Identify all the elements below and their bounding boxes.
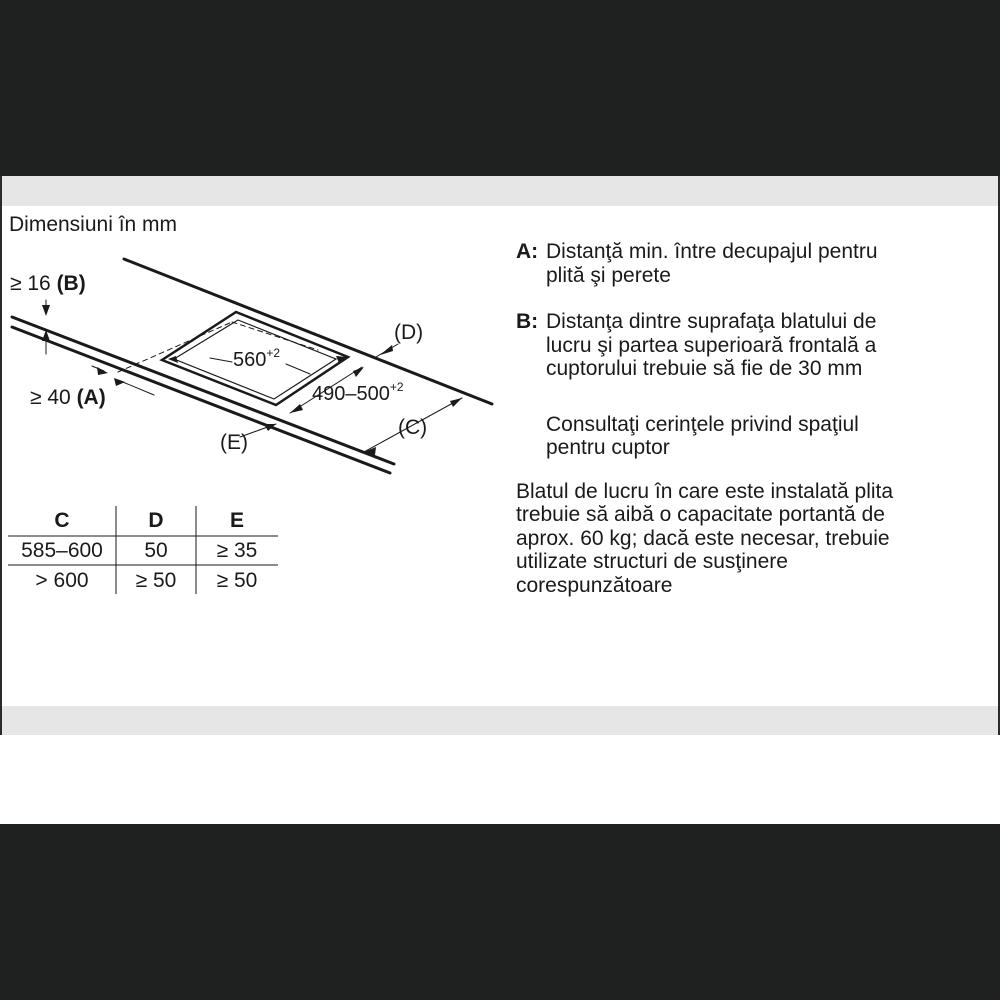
note-b-key: B:: [516, 310, 539, 333]
label-d: (D): [394, 321, 424, 344]
bottom-dark-band: [0, 824, 1000, 1000]
arrow-b-top: [42, 305, 50, 316]
note-b: [516, 310, 956, 381]
table-header-d: D: [148, 509, 164, 532]
note-oven: Consultaţi cerinţele privind spaţiul pentru cuptor: [546, 412, 859, 459]
note-a: [516, 240, 956, 287]
label-b-value: ≥ 16 (B): [10, 272, 86, 295]
table-cell: ≥ 35: [216, 539, 258, 562]
arrow-a-right: [97, 367, 108, 375]
dimensions-table: [0, 500, 290, 600]
note-a-text: Distanţă min. între decupajul pentru plită şi perete: [546, 240, 878, 287]
arrow-d: [380, 345, 393, 355]
installation-diagram: [0, 176, 500, 496]
dim-line-width: [210, 358, 232, 362]
notes-panel: [516, 240, 956, 597]
label-a-value: ≥ 40 (A): [30, 386, 106, 409]
page-title: Dimensiuni în mm: [9, 213, 178, 236]
table-cell: 585–600: [21, 539, 103, 562]
table-header-e: E: [229, 509, 245, 532]
label-e: (E): [220, 431, 248, 454]
arrow-depth-back: [353, 367, 364, 377]
note-b-text: Distanţa dintre suprafaţa blatului de lucru şi partea superioară frontală a cuptorului trebuie să fie de 30 mm: [546, 310, 877, 380]
label-width: $560^{+2}$: [233, 346, 281, 371]
table-cell: ≥ 50: [135, 569, 177, 592]
dim-line-width-2: [286, 364, 310, 374]
table-cell: > 600: [35, 569, 89, 592]
table-cell: 50: [144, 539, 168, 562]
label-c: (C): [398, 416, 428, 439]
note-load: Blatul de lucru în care este instalată plita trebuie să aibă o capacitate portantă de aprox. 60 kg; dacă este necesar, trebuie utilizate structuri de susţinere corespunzătoare: [516, 479, 894, 597]
arrow-c-back: [450, 398, 462, 407]
arrow-a-left: [114, 378, 125, 386]
label-depth: $490-500^{+2}$: [312, 380, 404, 405]
top-dark-band: [0, 0, 1000, 176]
table-header-c: C: [54, 509, 70, 532]
table-cell: ≥ 50: [216, 569, 258, 592]
bottom-grey-strip: [2, 706, 998, 735]
note-a-key: A:: [516, 240, 539, 263]
